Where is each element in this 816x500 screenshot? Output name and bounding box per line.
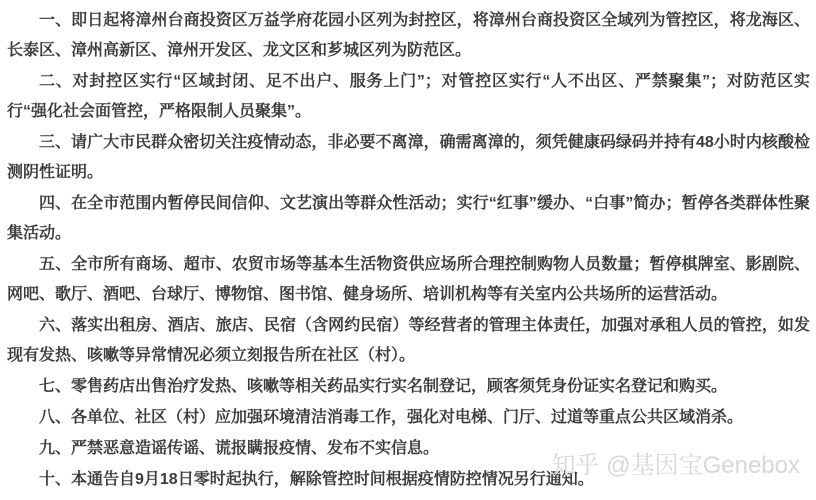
notice-paragraph-10: 十、本通告自9月18日零时起执行，解除管控时间根据疫情防控情况另行通知。	[39, 471, 594, 488]
notice-paragraph-2: 二、对封控区实行“区域封闭、足不出户、服务上门”；对管控区实行“人不出区、严禁聚集”；对防范区实行“强化社会面管控，严格限制人员聚集”。	[7, 73, 810, 120]
notice-paragraph-3: 三、请广大市民群众密切关注疫情动态，非必要不离漳，确需离漳的，须凭健康码绿码并持有48小时内核酸检测阴性证明。	[7, 134, 810, 181]
notice-paragraph-4: 四、在全市范围内暂停民间信仰、文艺演出等群众性活动；实行“红事”缓办、“白事”简办；暂停各类群体性聚集活动。	[7, 195, 810, 242]
notice-paragraph-1: 一、即日起将漳州台商投资区万益学府花园小区列为封控区，将漳州台商投资区全域列为管控区，将龙海区、长泰区、漳州高新区、漳州开发区、龙文区和芗城区列为防范区。	[7, 12, 810, 59]
zhihu-watermark: 知乎 @基因宝Genebox	[551, 452, 800, 479]
notice-paragraph-5: 五、全市所有商场、超市、农贸市场等基本生活物资供应场所合理控制购物人员数量；暂停棋牌室、影剧院、网吧、歌厅、酒吧、台球厅、博物馆、图书馆、健身场所、培训机构等有关室内公共场所的运营活动。	[7, 256, 810, 303]
notice-paragraph-9: 九、严禁恶意造谣传谣、谎报瞒报疫情、发布不实信息。	[39, 440, 440, 457]
notice-paragraph-7: 七、零售药店出售治疗发热、咳嗽等相关药品实行实名制登记，顾客须凭身份证实名登记和购买。	[39, 378, 728, 395]
notice-paragraph-8: 八、各单位、社区（村）应加强环境清洁消毒工作，强化对电梯、门厅、过道等重点公共区域消杀。	[39, 409, 744, 426]
notice-paragraph-6: 六、落实出租房、酒店、旅店、民宿（含网约民宿）等经营者的管理主体责任，加强对承租人员的管控，如发现有发热、咳嗽等异常情况必须立刻报告所在社区（村）。	[7, 317, 810, 364]
